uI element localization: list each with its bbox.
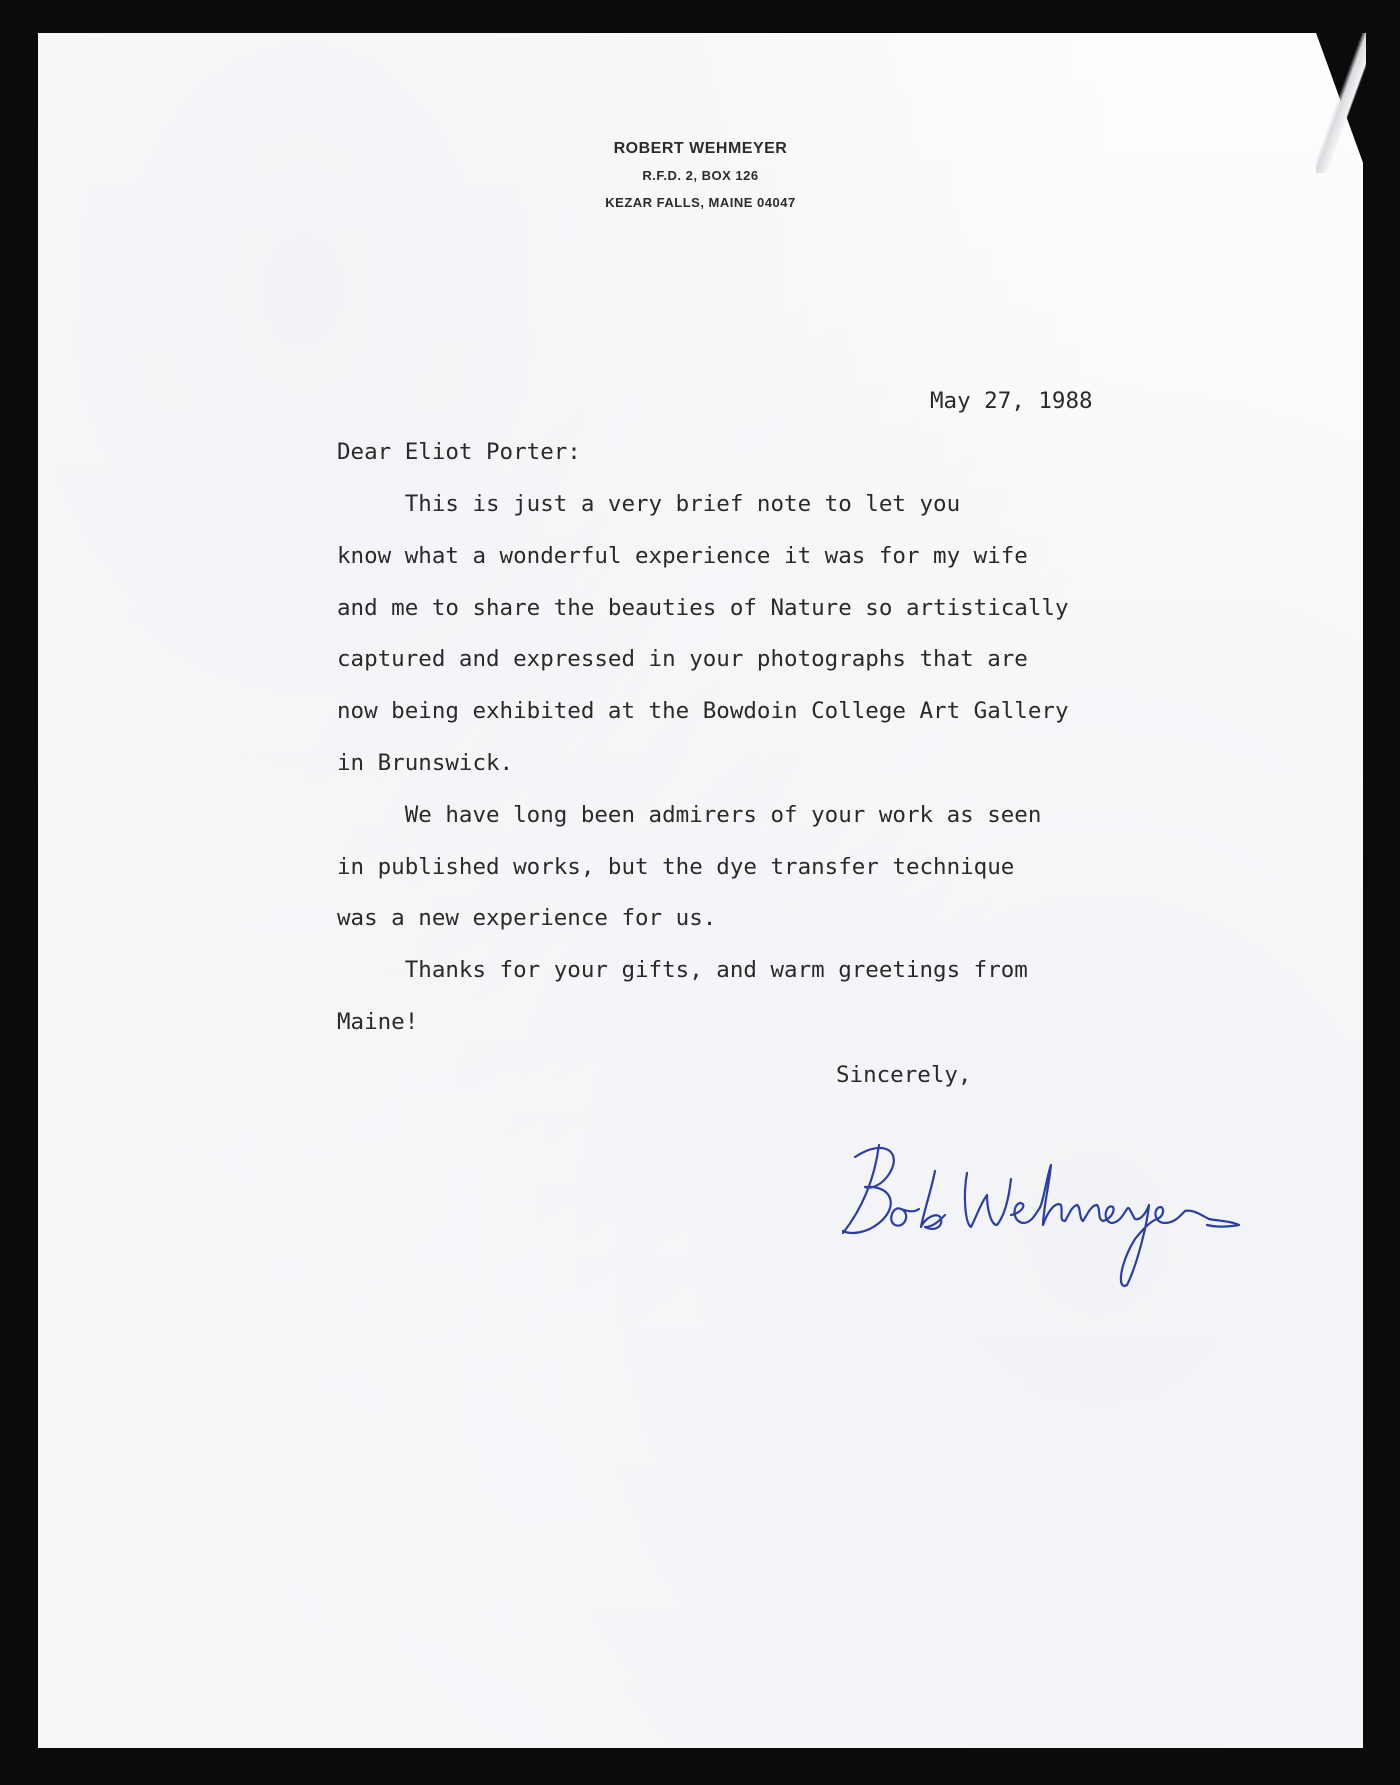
handwritten-signature — [835, 1135, 1245, 1290]
body-line: in Brunswick. — [337, 750, 514, 776]
body-line: This is just a very brief note to let you — [337, 491, 961, 517]
letter-closing: Sincerely, — [836, 1062, 972, 1088]
body-line: We have long been admirers of your work as seen — [337, 802, 1042, 828]
signature-strokes — [843, 1145, 1239, 1286]
body-line: and me to share the beauties of Nature so artistically — [337, 595, 1069, 621]
paper-sheet — [38, 33, 1363, 1748]
letterhead-address-line2: KEZAR FALLS, MAINE 04047 — [605, 195, 796, 210]
body-line: in published works, but the dye transfer technique — [337, 854, 1015, 880]
body-line: now being exhibited at the Bowdoin College Art Gallery — [337, 698, 1069, 724]
body-line: captured and expressed in your photographs that are — [337, 646, 1028, 672]
body-line: was a new experience for us. — [337, 905, 717, 931]
letterhead-name: ROBERT WEHMEYER — [613, 140, 788, 157]
letter-salutation: Dear Eliot Porter: — [337, 439, 581, 465]
letter-date: May 27, 1988 — [930, 388, 1093, 414]
body-line: Maine! — [337, 1009, 419, 1035]
letterhead-address-line1: R.F.D. 2, BOX 126 — [642, 168, 759, 183]
body-line: Thanks for your gifts, and warm greetings from — [337, 957, 1028, 983]
body-line: know what a wonderful experience it was for my wife — [337, 543, 1028, 569]
